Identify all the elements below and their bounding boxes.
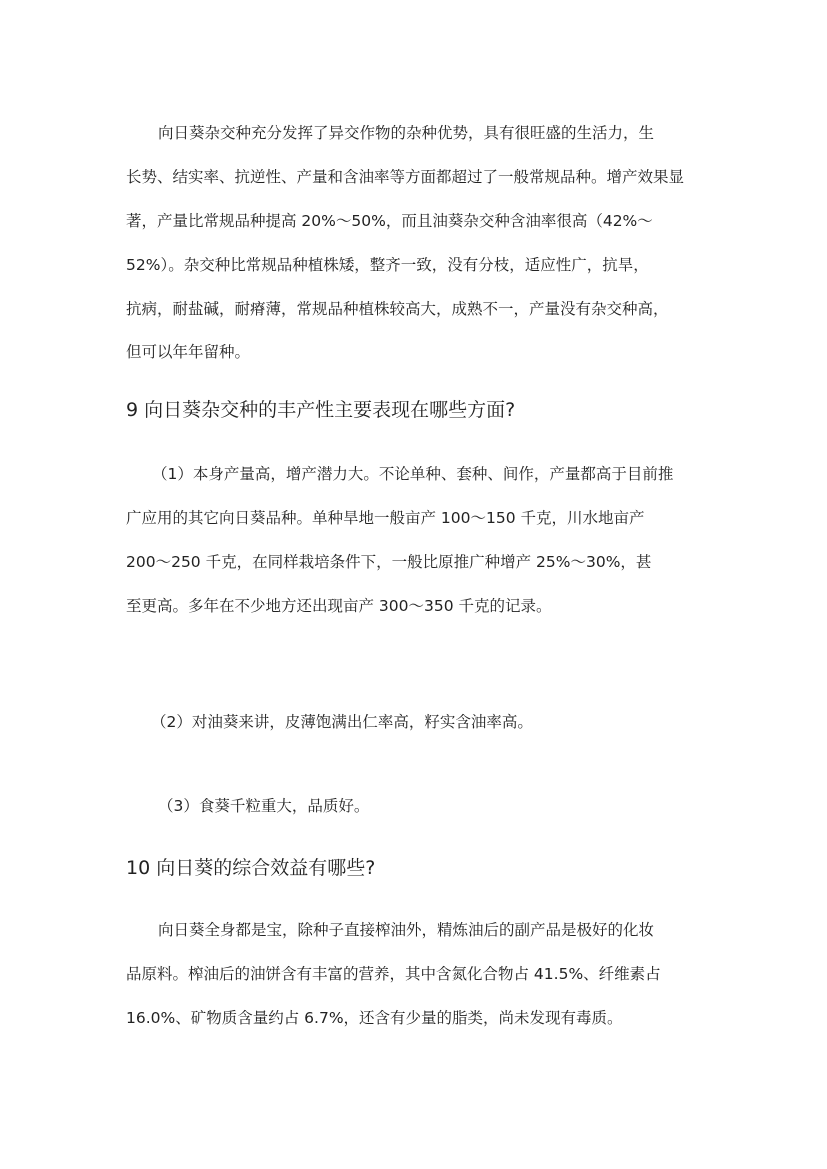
para1-line-6: 但可以年年留种。 [126, 343, 251, 361]
para2-line-3: 200～250 千克，在同样栽培条件下，一般比原推广种增产 25%～30%，甚 [126, 553, 652, 571]
para1-line-1: 向日葵杂交种充分发挥了异交作物的杂种优势，具有很旺盛的生活力，生 [158, 124, 655, 142]
para2-line-1: （1）本身产量高，增产潜力大。不论单种、套种、间作，产量都高于目前推 [152, 465, 674, 483]
section-heading-10: 10 向日葵的综合效益有哪些? [126, 857, 376, 879]
para1-line-4: 52%）。杂交种比常规品种植株矮，整齐一致，没有分枝，适应性广，抗旱， [126, 256, 649, 274]
para4-line: （3）食葵千粒重大，品质好。 [158, 797, 370, 815]
para2-line-4: 至更高。多年在不少地方还出现亩产 300～350 千克的记录。 [126, 597, 552, 615]
para1-line-5: 抗病，耐盐碱，耐瘠薄，常规品种植株较高大，成熟不一，产量没有杂交种高， [126, 300, 669, 318]
para3-line: （2）对油葵来讲，皮薄饱满出仁率高，籽实含油率高。 [151, 713, 533, 731]
para5-line-1: 向日葵全身都是宝，除种子直接榨油外，精炼油后的副产品是极好的化妆 [158, 921, 655, 939]
para2-line-2: 广应用的其它向日葵品种。单种旱地一般亩产 100～150 千克，川水地亩产 [126, 509, 645, 527]
para1-line-3: 著，产量比常规品种提高 20%～50%，而且油葵杂交种含油率很高（42%～ [126, 212, 653, 230]
para1-line-2: 长势、结实率、抗逆性、产量和含油率等方面都超过了一般常规品种。增产效果显 [126, 168, 685, 186]
para5-line-3: 16.0%、矿物质含量约占 6.7%，还含有少量的脂类，尚未发现有毒质。 [126, 1009, 623, 1027]
section-heading-9: 9 向日葵杂交种的丰产性主要表现在哪些方面? [126, 399, 516, 421]
para5-line-2: 品原料。榨油后的油饼含有丰富的营养，其中含氮化合物占 41.5%、纤维素占 [126, 965, 661, 983]
